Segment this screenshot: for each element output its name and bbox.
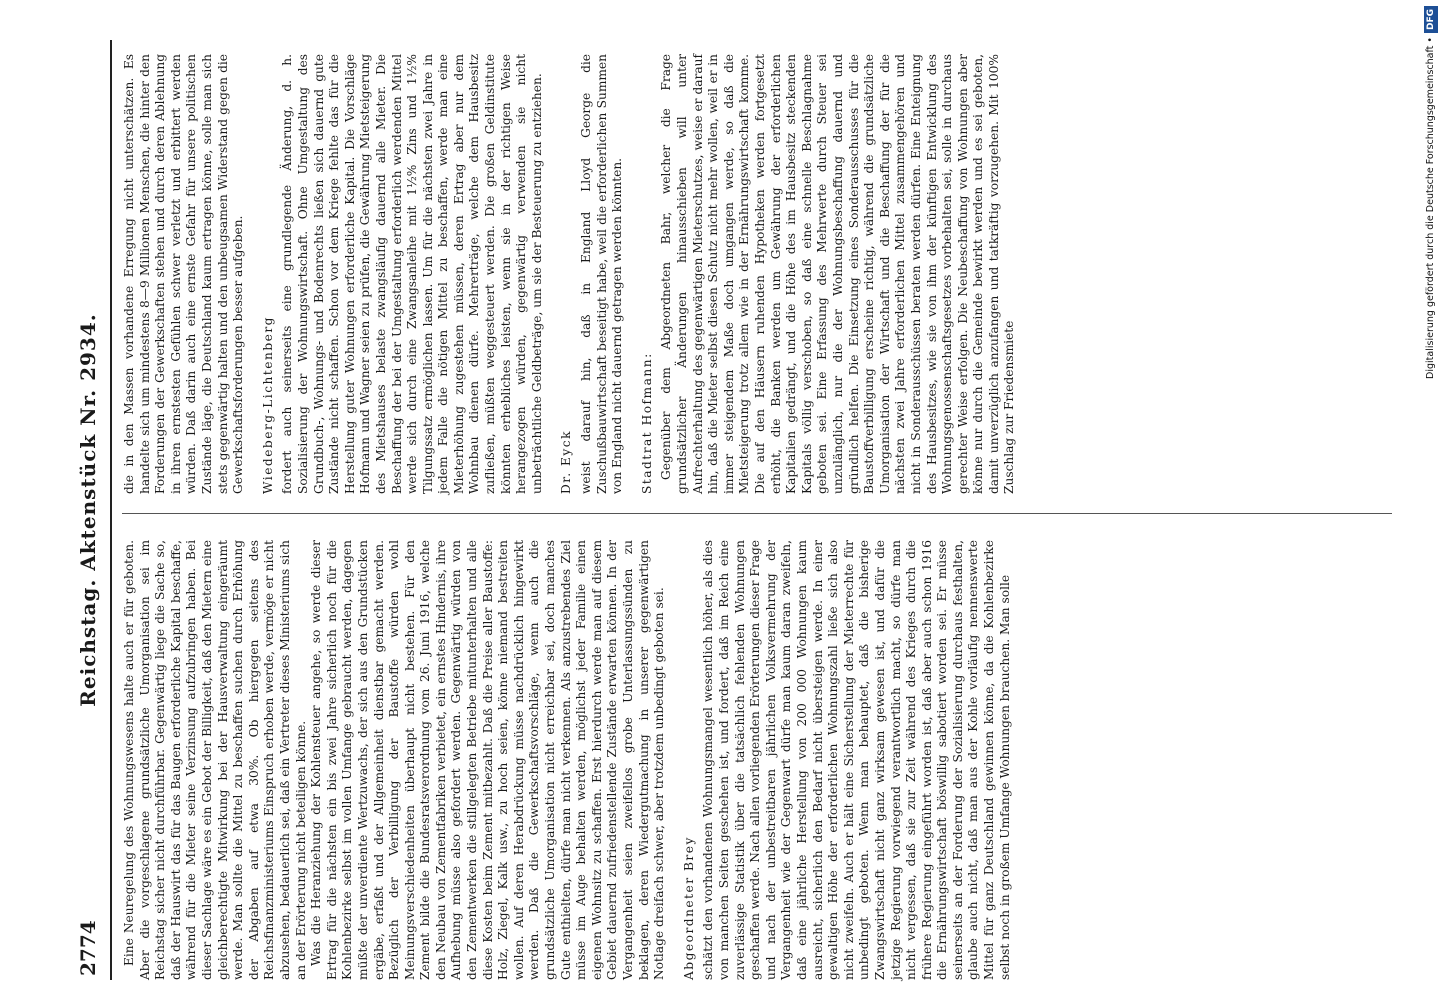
speech-text: weist darauf hin, daß in England Lloyd George die Zuschußbauwirtschaft beseitigt habe, weil die erforderlichen Summen von England nicht dauernd getragen werden könnten. bbox=[579, 54, 625, 494]
speaker-name: Stadtrat Hofmann: bbox=[639, 352, 654, 494]
rotated-sheet bbox=[70, 40, 1410, 980]
speech-text: fordert auch seinerseits eine grundlegende Änderung, d. h. Sozialisierung der Wohnungswirtschaft. Ohne Umgestaltung des Grundbuch-, Wohnungs- und Bodenrechts ließen sich dauernd gute Zustände nicht schaffen. Schon vor dem Kriege fehlte das für die Herstellung guter Wohnungen erforderliche Kapital. Die Vorschläge Hofmann und Wagner seien zu prüfen, die Gewährung Mietsteigerung des Mietshauses belaste zwangsläufig dauernd alle Mieter. Die Beschaffung der bei der Umgestaltung erforderlich werdenden Mittel werde sich durch eine Zwangsanleihe mit 1½% Zins und 1½% Tilgungssatz ermöglichen lassen. Um für die nächsten zwei Jahre in jedem Falle die nötigen Mittel zu beschaffen, werde man eine Mieterhöhung zugestehen müssen, deren Ertrag aber nur dem Wohnbau dienen dürfe. Mehrerträge, welche dem Hausbesitz zufließen, müßten weggesteuert werden. Die großen Geldinstitute könnten erhebliches leisten, wenn sie in der richtigen Weise herangezogen würden, gegenwärtig verwenden sie nicht unbeträchtliche Geldbeträge, um sie der Besteuerung zu entziehen. bbox=[280, 54, 544, 494]
paragraph: Was die Heranziehung der Kohlensteuer angehe, so werde dieser Ertrag für die nächsten ein bis zwei Jahre sicherlich noch für die Kohlenbezirke selbst im vollen Umfange gebraucht werden, dagegen müßte der unverdiente Wertzuwachs, der sich aus den Grundstücken ergäbe, erfaßt und der Allgemeinheit dienstbar gemacht werden. Bezüglich der Verbilligung der Baustoffe würden wohl Meinungsverschiedenheiten überhaupt nicht bestehen. Für den Zement bilde die Bundesratsverordnung vom 26. Juni 1916, welche den Neubau von Zementfabriken verbietet, ein ernstes Hindernis, ihre Aufhebung müsse also gefordert werden. Gegenwärtig würden von den Zementwerken die stillgelegten Betriebe mitunterhalten und alle diese Kosten beim Zement mitbezahlt. Daß die Preise aller Baustoffe: Holz, Ziegel, Kalk usw., zu hoch seien, könne niemand bestreiten wollen. Auf deren Herabdrückung müsse nachdrücklich hingewirkt werden. Daß die Gewerkschaftsvorschläge, wenn auch die grundsätzliche Umorganisation nicht erreichbar sei, doch manches Gute enthielten, dürfe man nicht verkennen. Als anzustrebendes Ziel müsse im Auge behalten werden, möglichst jeder Familie einen eigenen Wohnsitz zu schaffen. Erst hierdurch werde man auf diesem Gebiet dauernd zufriedenstellende Zustände erwarten können. In der Vergangenheit seien zweifellos grobe Unterlassungssünden zu beklagen, deren Wiedergutmachung in unserer gegenwärtigen Notlage dreifach schwer, aber trotzdem unbedingt geboten sei. bbox=[309, 540, 667, 980]
paragraph: die in den Massen vorhandene Erregung nicht unterschätzen. Es handelte sich um mindestens 8—9 Millionen Menschen, die hinter den Forderungen der Gewerkschaften stehen und durch deren Ablehnung in ihren ernstesten Gefühlen schwer verletzt und erbittert werden würden. Daß darin auch eine ernste Gefahr für unsere politischen Zustände läge, die Deutschland kaum ertragen könne, solle man sich stets gegenwärtig halten und den unbeugsamen Widerstand gegen die Gewerkschaftsforderungen besser aufgeben. bbox=[122, 54, 246, 494]
column-divider bbox=[122, 513, 1392, 514]
speaker-name: Wiedeberg-Lichtenberg bbox=[260, 316, 275, 494]
page-number: 2774 bbox=[76, 920, 100, 976]
page-title: Reichstag. Aktenstück Nr. 2934. bbox=[76, 313, 100, 707]
watermark-text: Digitalisierung gefördert durch die Deutsche Forschungsgemeinschaft • bbox=[1425, 37, 1436, 379]
dfg-logo: DFG bbox=[1424, 6, 1438, 33]
speech-text: schätzt den vorhandenen Wohnungsmangel wesentlich höher, als dies von manchen Seiten geschehen ist, und fordert, daß im Reich eine zuverlässige Statistik über die tatsächlich fehlenden Wohnungen geschaffen werde. Nach allen vorliegenden Erörterungen dieser Frage und nach der unbestreitbaren jährlichen Volksvermehrung der Vergangenheit wie der Gegenwart dürfe man kaum daran zweifeln, daß eine jährliche Herstellung von 200 000 Wohnungen kaum ausreicht, sicherlich den Bedarf nicht übersteigen werde. In einer gewaltigen Höhe der erforderlichen Wohnungszahl ließe sich also nicht zweifeln. Auch er hält eine Sicherstellung der Mieterrechte für unbedingt geboten. Wenn man behauptet, daß die bisherige Zwangswirtschaft nicht ganz wirksam gewesen ist, und dafür die jetzige Regierung vorwiegend verantwortlich macht, so dürfe man nicht vergessen, daß sie zur Zeit während des Krieges durch die frühere Regierung eingeführt worden ist, daß aber auch schon 1916 die Ernährungswirtschaft böswillig sabotiert worden sei. Er müsse seinerseits an der Forderung der Sozialisierung durchaus festhalten, glaube auch nicht, daß man aus der Kohle vorläufig nennenswerte Mittel für ganz Deutschland gewinnen könne, da die Kohlenbezirke selbst noch in großem Umfange Wohnungen brauchen. Man solle bbox=[701, 540, 1012, 980]
document-page bbox=[60, 30, 1420, 990]
paragraph: Eine Neuregelung des Wohnungswesens halte auch er für geboten. Aber die vorgeschlagene grundsätzliche Umorganisation sei im Reichstag sicher nicht durchführbar. Gegenwärtig liege die Sache so, daß der Hauswirt das für das Baugen erforderliche Kapital beschaffe, während für die Mieter seine Verzinsung aufzubringen haben. Bei dieser Sachlage wäre es ein Gebot der Billigkeit, daß den Mietern eine gleichberechtigte Mitwirkung bei der Hausverwaltung eingeräumt werde. Man sollte die Mittel zu beschaffen suchen durch Erhöhung der Abgaben auf etwa 30%. Ob hiergegen seitens des Reichsfinanzministeriums Einspruch erhoben werde, vermöge er nicht abzusehen, bedauerlich sei, daß ein Vertreter dieses Ministeriums sich an der Erörterung nicht beteiligen könne. bbox=[122, 540, 308, 980]
speaker-name: Abgeordneter Brey bbox=[681, 836, 696, 980]
speech-text: Gegenüber dem Abgeordneten Bahr, welcher die Frage grundsätzlicher Änderungen hinausschieben will unter Aufrechterhaltung des gegenwärtigen Mieterschutzes, weise er darauf hin, daß die Mieter selbst diesen Schutz nicht mehr wollen, weil er in immer steigendem Maße doch umgangen werde, so daß die Mietsteigerung trotz allem wie in der Ernährungswirtschaft komme. Die auf den Häusern ruhenden Hypotheken werden fortgesetzt erhöht, die Banken werden um Gewährung der erforderlichen Kapitalien gedrängt, und die Höhe des im Hausbesitz steckenden Kapitals völlig verschoben, so daß eine schnelle Beschlagnahme geboten sei. Eine Erfassung des Mehrwerte durch Steuer sei unzulänglich, nur die der Wohnungsbeschaffung dauernd und gründlich helfen. Die Einsetzung eines Sonderausschusses für die Baustoffverbilligung erscheine richtig, während die grundsätzliche Umorganisation der Wirtschaft und die Beschaffung der für die nächsten zwei Jahre erforderlichen Mittel zusammengehören und nicht in Sonderausschüssen beraten werden dürfen. Eine Enteignung des Hausbesitzes, wie sie von ihm der künftigen Entwicklung des Wohnungsgenossenschaftsgesetzes vorbehalten sei, solle in durchaus gerechter Weise erfolgen. Die Neubeschaffung von Wohnungen aber könne nur durch die Gemeinde bewirkt werden und es sei geboten, damit unverzüglich anzufangen und tatkräftig vorzugehen. Mit 100% Zuschlag zur Friedensmiete bbox=[659, 54, 1017, 494]
digitization-watermark bbox=[1424, 6, 1438, 986]
right-column bbox=[122, 54, 1402, 494]
page-header bbox=[70, 40, 112, 980]
speaker-name: Dr. Eyck bbox=[559, 430, 574, 494]
left-column bbox=[122, 540, 1402, 980]
